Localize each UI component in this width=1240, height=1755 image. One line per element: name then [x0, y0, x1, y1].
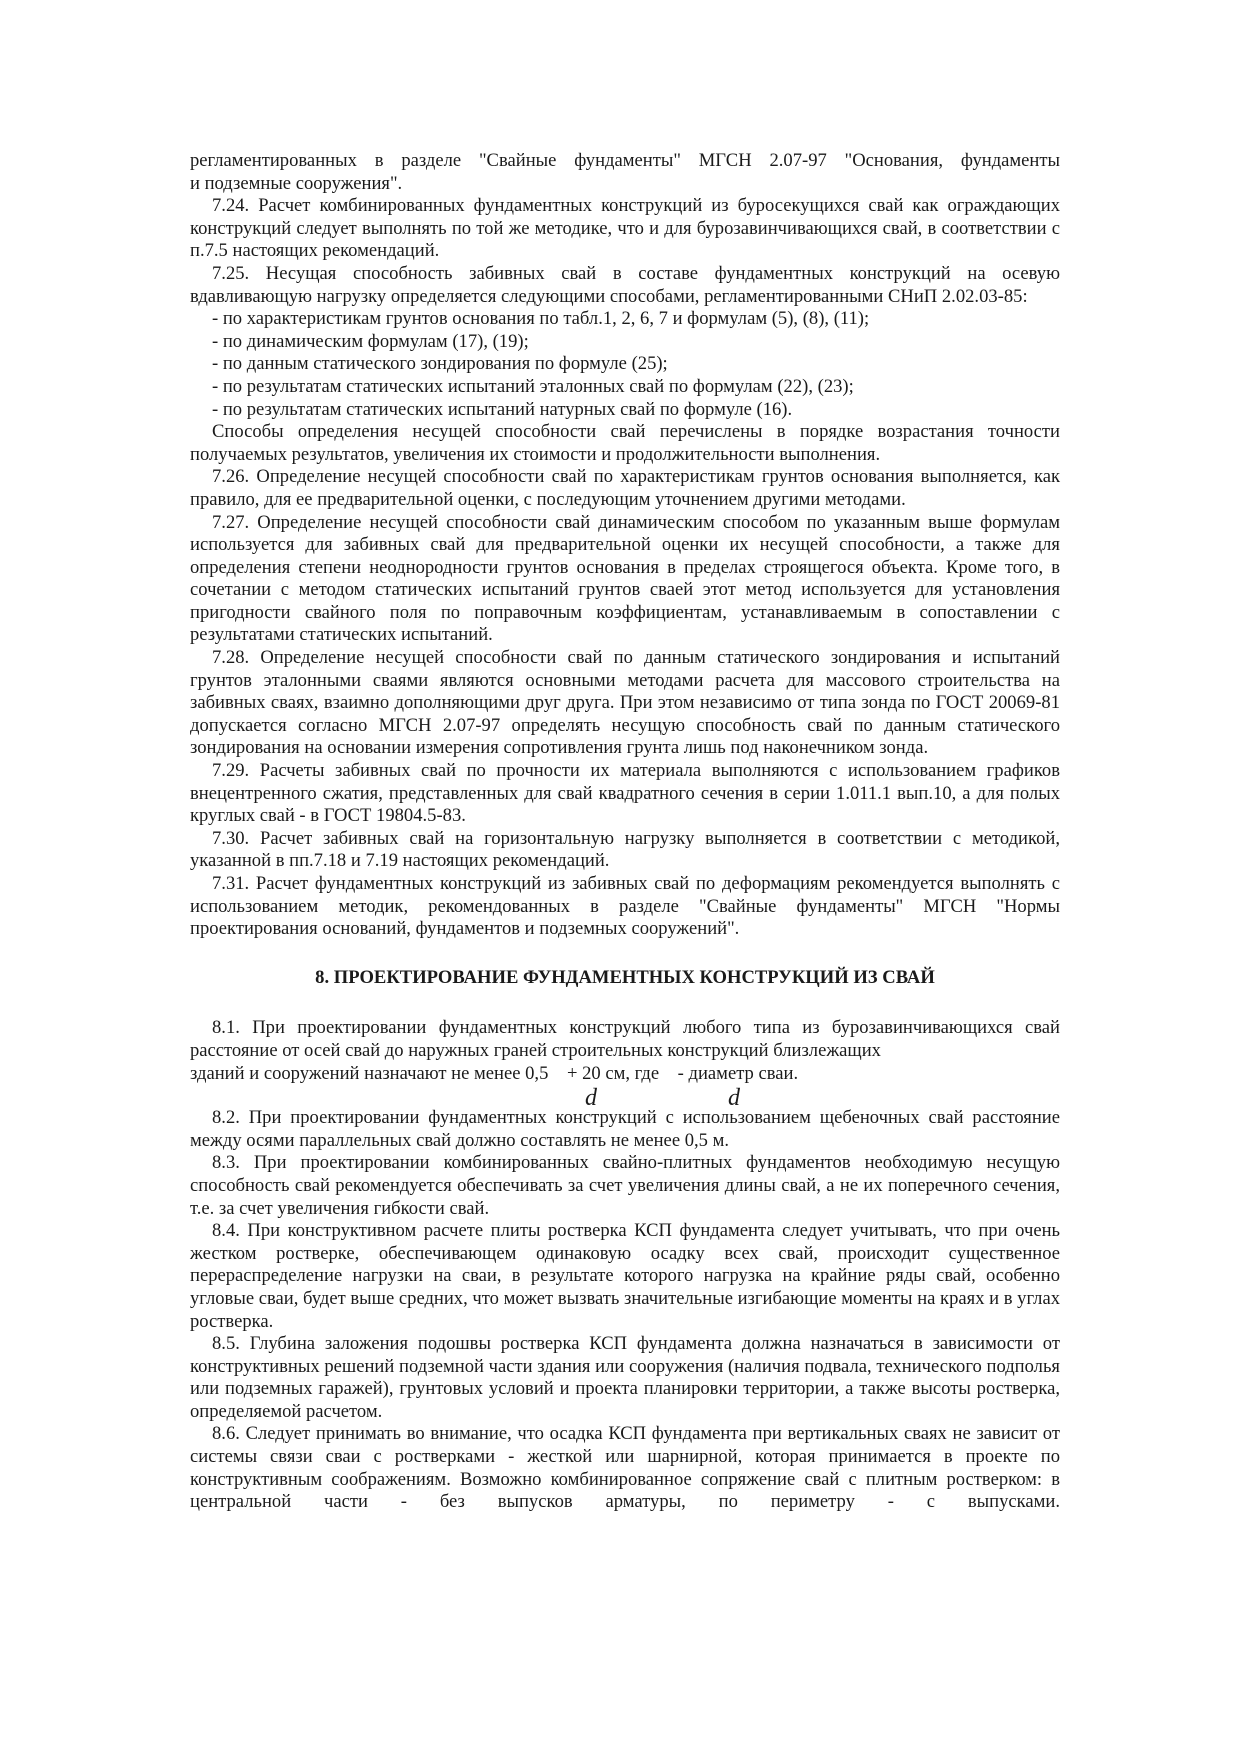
- paragraph-8-1: [190, 1017, 1060, 1111]
- document-page: [190, 150, 1060, 1514]
- paragraph-p730: 7.30. Расчет забивных свай на горизонтальную нагрузку выполняется в соответствии с методикой, указанной в пп.7.18 и 7.19 настоящих рекомендаций.: [190, 827, 1060, 872]
- paragraph-p83: 8.3. При проектировании комбинированных свайно-плитных фундаментов необходимую несущую способность свай рекомендуется обеспечивать за счет увеличения длины свай, а не их поперечного сечения, т.е. за счет увеличения гибкости свай.: [190, 1152, 1060, 1219]
- paragraph-p84: 8.4. При конструктивном расчете плиты ростверка КСП фундамента следует учитывать, что при очень жестком ростверке, обеспечивающем одинаковую осадку всех свай, происходит существенное перераспределение нагрузки на сваи, в результате которого нагрузка на крайние ряды свай, особенно угловые сваи, будет выше средних, что может вызвать значительные изгибающие моменты на краях и в углах ростверка.: [190, 1220, 1060, 1332]
- paragraph-p0a: регламентированных в разделе "Свайные фундаменты" МГСН 2.07-97 "Основания, фундаменты: [190, 150, 1060, 171]
- paragraph-p82: 8.2. При проектировании фундаментных конструкций с использованием щебеночных свай расстояние между осями параллельных свай должно составлять не менее 0,5 м.: [190, 1107, 1060, 1151]
- paragraph-p729: 7.29. Расчеты забивных свай по прочности их материала выполняются с использованием графиков внецентренного сжатия, представленных для свай квадратного сечения в серии 1.011.1 вып.10, а для полых круглых свай - в ГОСТ 19804.5-83.: [190, 760, 1060, 827]
- paragraph-psp: Способы определения несущей способности свай перечислены в порядке возрастания точности получаемых результатов, увеличения их стоимости и продолжительности выполнения.: [190, 421, 1060, 465]
- paragraph-p86: 8.6. Следует принимать во внимание, что осадка КСП фундамента при вертикальных сваях не зависит от системы связи сваи с ростверками - жесткой или шарнирной, которая принимается в проекте по конструктивным соображениям. Возможно комбинированное сопряжение свай с плитным ростверком: в центральной части - без выпусков арматуры, по периметру - с выпусками.: [190, 1423, 1060, 1513]
- paragraph-p727: 7.27. Определение несущей способности свай динамическим способом по указанным выше формулам используется для забивных свай для предварительной оценки их несущей способности, а также для определения степени неоднородности грунтов основания в пределах строящегося объекта. Кроме того, в сочетании с методом статических испытаний грунтов сваей этот метод используется для установления пригодности свайного поля по поправочным коэффициентам, устанавливаемым в сопоставлении с результатами статических испытаний.: [190, 511, 1060, 646]
- paragraph-p725: 7.25. Несущая способность забивных свай в составе фундаментных конструкций на осевую вдавливающую нагрузку определяется следующими способами, регламентированными СНиП 2.02.03-85:: [190, 262, 1060, 307]
- formula-line: [190, 1062, 1060, 1111]
- paragraph-l2: - по динамическим формулам (17), (19);: [212, 330, 529, 352]
- paragraph-l5: - по результатам статических испытаний натурных свай по формуле (16).: [212, 398, 793, 420]
- paragraph-p724: 7.24. Расчет комбинированных фундаментных конструкций из буросекущихся свай как ограждающих конструкций следует выполнять по той же методике, что и для бурозавинчивающихся свай, в соответствии с п.7.5 настоящих рекомендаций.: [190, 195, 1060, 262]
- paragraph-l3: - по данным статического зондирования по формуле (25);: [212, 353, 668, 375]
- paragraph-l1: - по характеристикам грунтов основания по табл.1, 2, 6, 7 и формулам (5), (8), (11);: [212, 308, 870, 330]
- section-8-body: [190, 1107, 1060, 1514]
- paragraph-p728: 7.28. Определение несущей способности свай по данным статического зондирования и испытаний грунтов эталонными сваями являются основными методами расчета для массового строительства на забивных сваях, взаимно дополняющими друг друга. При этом независимо от типа зонда по ГОСТ 20069-81 допускается согласно МГСН 2.07-97 определять несущую способность свай по данным статического зондирования на основании измерения сопротивления грунта лишь под наконечником зонда.: [190, 647, 1060, 759]
- paragraph-p85: 8.5. Глубина заложения подошвы ростверка КСП фундамента должна назначаться в зависимости от конструктивных решений подземной части здания или сооружения (наличия подвала, технического подполья или подземных гаражей), грунтовых условий и проекта планировки территории, а также высоты ростверка, определяемой расчетом.: [190, 1333, 1060, 1422]
- section-8-heading: 8. ПРОЕКТИРОВАНИЕ ФУНДАМЕНТНЫХ КОНСТРУКЦИЙ ИЗ СВАЙ: [315, 966, 935, 988]
- paragraph-l4: - по результатам статических испытаний эталонных свай по формулам (22), (23);: [212, 375, 854, 397]
- section-7-body: [190, 150, 1060, 941]
- variable-d: d: [585, 1084, 597, 1111]
- paragraph-8-1-text: 8.1. При проектировании фундаментных конструкций любого типа из бурозавинчивающихся свай расстояние от осей свай до наружных граней строительных конструкций близлежащих: [190, 1017, 1060, 1061]
- paragraph-p731: 7.31. Расчет фундаментных конструкций из забивных свай по деформациям рекомендуется выполнять с использованием методик, рекомендованных в разделе "Свайные фундаменты" МГСН "Нормы проектирования оснований, фундаментов и подземных сооружений".: [190, 873, 1060, 940]
- variable-d: d: [728, 1084, 740, 1111]
- paragraph-p726: 7.26. Определение несущей способности свай по характеристикам грунтов основания выполняется, как правило, для ее предварительной оценки, с последующим уточнением другими методами.: [190, 466, 1060, 510]
- paragraph-8-1-last-line: зданий и сооружений назначают не менее 0,5 + 20 см, где - диаметр сваи.: [190, 1062, 799, 1084]
- paragraph-p0b: и подземные сооружения".: [190, 172, 403, 194]
